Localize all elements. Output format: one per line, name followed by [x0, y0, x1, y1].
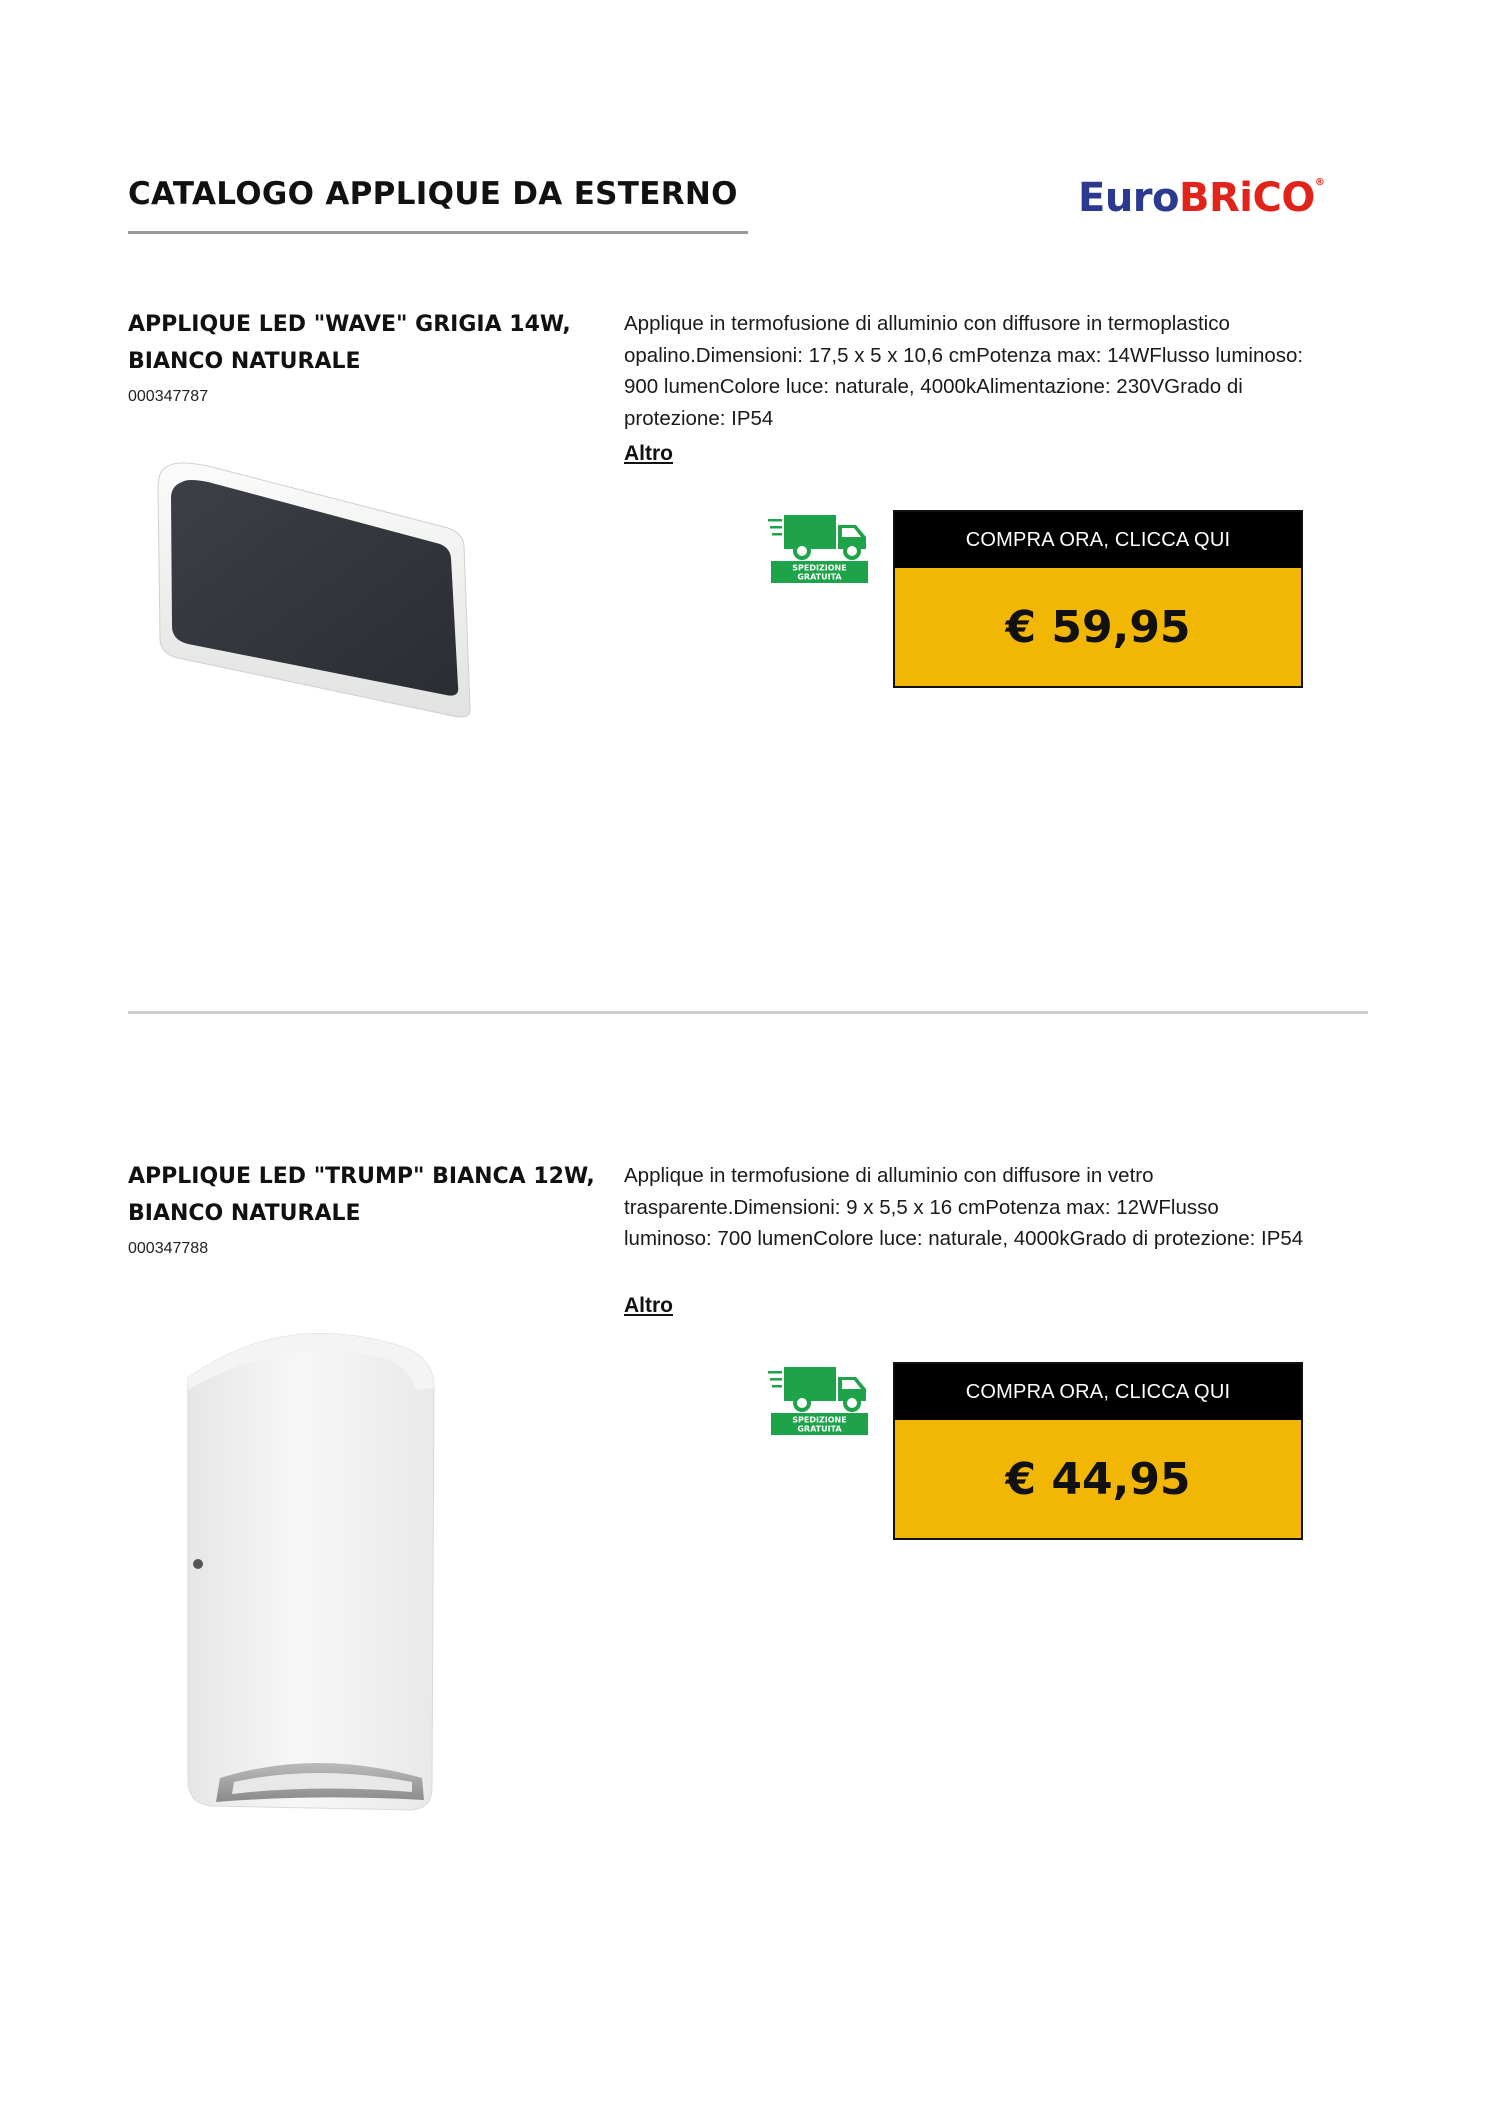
product-code: 000347788: [128, 1240, 209, 1257]
product-description: Applique in termofusione di alluminio con diffusore in termoplastico opalino.Dimensioni: 17,5 x 5 x 10,6 cmPotenza max: 14WFlusso luminoso: 900 lumenColore luce: naturale, 4000kAlimentazione: 230VGrado di protezione: IP54: [624, 312, 1304, 430]
product-price: € 59,95: [1005, 601, 1191, 653]
svg-text:GRATUITA: GRATUITA: [797, 572, 842, 582]
svg-text:SPEDIZIONE: SPEDIZIONE: [792, 563, 847, 573]
page-title: CATALOGO APPLIQUE DA ESTERNO: [128, 176, 738, 212]
product-image-wave-lamp: [148, 458, 484, 758]
svg-text:GRATUITA: GRATUITA: [797, 1424, 842, 1434]
eurobrico-logo[interactable]: [1078, 175, 1325, 221]
free-shipping-truck-icon: [768, 1365, 870, 1437]
section-divider: [128, 1011, 1368, 1014]
product-description: Applique in termofusione di alluminio con diffusore in vetro trasparente.Dimensioni: 9 x 5,5 x 16 cmPotenza max: 12WFlusso luminoso: 700 lumenColore luce: naturale, 4000kGrado di protezione: IP54: [624, 1164, 1304, 1250]
more-link[interactable]: Altro: [624, 1294, 673, 1317]
more-link[interactable]: Altro: [624, 442, 673, 465]
buy-now-label: COMPRA ORA, CLICCA QUI: [895, 1364, 1301, 1420]
svg-text:SPEDIZIONE: SPEDIZIONE: [792, 1415, 847, 1425]
product-name: APPLIQUE LED "WAVE" GRIGIA 14W, BIANCO NATURALE: [128, 312, 571, 374]
buy-now-label: COMPRA ORA, CLICCA QUI: [895, 512, 1301, 568]
buy-now-button[interactable]: [893, 510, 1303, 688]
product-code: 000347787: [128, 388, 209, 405]
logo-registered-mark: ®: [1314, 177, 1325, 188]
logo-text-euro: Euro: [1078, 175, 1180, 221]
title-underline: [128, 231, 748, 234]
product-name: APPLIQUE LED "TRUMP" BIANCA 12W, BIANCO NATURALE: [128, 1164, 595, 1226]
free-shipping-truck-icon: [768, 513, 870, 585]
logo-text-brico: BRiCO: [1179, 175, 1315, 221]
product-price: € 44,95: [1005, 1453, 1191, 1505]
buy-now-button[interactable]: [893, 1362, 1303, 1540]
product-image-trump-lamp: [176, 1318, 442, 1820]
